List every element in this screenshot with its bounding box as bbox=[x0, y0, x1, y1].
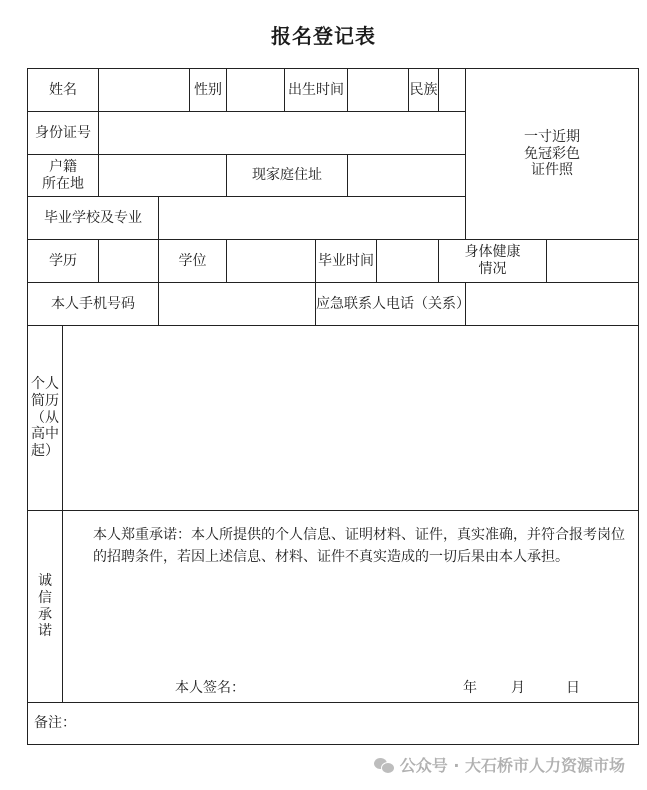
education-label: 学历 bbox=[28, 240, 99, 283]
hukou-label-line-2: 所在地 bbox=[42, 175, 84, 192]
school-field[interactable] bbox=[159, 197, 466, 240]
promise-text: 本人郑重承诺：本人所提供的个人信息、证明材料、证件，真实准确，并符合报考岗位的招聘条件，若因上述信息、材料、证件不真实造成的一切后果由本人承担。 bbox=[93, 527, 625, 565]
resume-line-2: 简历 bbox=[31, 392, 59, 409]
photo-box[interactable] bbox=[466, 69, 639, 240]
id-label: 身份证号 bbox=[28, 112, 99, 155]
resume-line-1: 个人 bbox=[31, 376, 59, 392]
phone-field[interactable] bbox=[159, 283, 316, 326]
promise-cell bbox=[63, 511, 639, 703]
promise-label bbox=[28, 511, 63, 703]
address-label: 现家庭住址 bbox=[227, 155, 348, 197]
gender-label: 性别 bbox=[190, 69, 227, 112]
phone-label: 本人手机号码 bbox=[28, 283, 159, 326]
hukou-label-line-1: 户籍 bbox=[49, 158, 77, 175]
name-label: 姓名 bbox=[28, 69, 99, 112]
emergency-label: 应急联系人电话（关系） bbox=[316, 283, 466, 326]
hukou-field[interactable] bbox=[99, 155, 227, 197]
resume-line-4: 高中 bbox=[31, 426, 59, 443]
resume-label bbox=[28, 326, 63, 511]
signature-label: 本人签名： bbox=[175, 680, 245, 696]
school-label: 毕业学校及专业 bbox=[28, 197, 159, 240]
health-label bbox=[439, 240, 547, 283]
promise-char-3: 承 bbox=[38, 606, 52, 623]
hukou-label bbox=[28, 155, 99, 197]
resume-line-3: （从 bbox=[31, 409, 59, 426]
resume-line-5: 起） bbox=[31, 443, 59, 460]
promise-char-2: 信 bbox=[38, 589, 52, 606]
health-label-line-2: 情况 bbox=[478, 261, 507, 277]
ethnicity-field[interactable] bbox=[439, 69, 466, 112]
emergency-field[interactable] bbox=[466, 283, 639, 326]
form-title: 报名登记表 bbox=[271, 24, 376, 48]
footer-text: 公众号 · 大石桥市人力资源市场 bbox=[399, 756, 625, 775]
birth-field[interactable] bbox=[348, 69, 409, 112]
resume-field[interactable] bbox=[63, 326, 639, 511]
health-label-line-1: 身体健康 bbox=[464, 244, 521, 261]
name-field[interactable] bbox=[99, 69, 190, 112]
ethnicity-label: 民族 bbox=[409, 69, 439, 112]
promise-char-4: 诺 bbox=[38, 623, 52, 640]
gender-field[interactable] bbox=[227, 69, 285, 112]
day-label: 日 bbox=[566, 680, 580, 696]
birth-label: 出生时间 bbox=[285, 69, 348, 112]
id-field[interactable] bbox=[99, 112, 466, 155]
photo-line-2: 免冠彩色 bbox=[524, 145, 580, 162]
wechat-icon bbox=[374, 757, 394, 773]
address-field[interactable] bbox=[348, 155, 466, 197]
watermark-footer bbox=[374, 753, 625, 776]
education-field[interactable] bbox=[99, 240, 159, 283]
registration-form-table bbox=[27, 68, 639, 745]
promise-char-1: 诚 bbox=[38, 572, 52, 589]
grad-time-field[interactable] bbox=[377, 240, 439, 283]
degree-field[interactable] bbox=[227, 240, 316, 283]
remark-row[interactable]: 备注： bbox=[28, 703, 639, 745]
year-label: 年 bbox=[463, 680, 477, 696]
grad-time-label: 毕业时间 bbox=[316, 240, 377, 283]
health-field[interactable] bbox=[547, 240, 639, 283]
photo-line-1: 一寸近期 bbox=[524, 128, 580, 145]
photo-line-3: 证件照 bbox=[531, 162, 573, 179]
month-label: 月 bbox=[511, 680, 525, 696]
degree-label: 学位 bbox=[159, 240, 227, 283]
